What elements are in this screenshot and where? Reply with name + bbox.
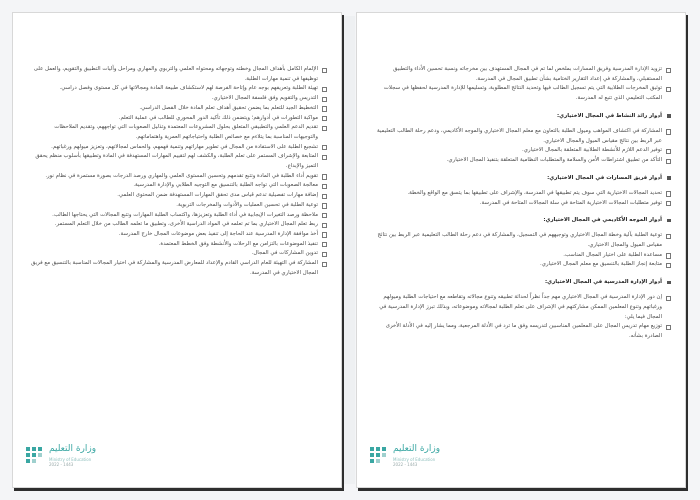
list-item: توفير الدعم اللازم للأنشطة الطلابية المتعلقة بالمجال الاختياري. bbox=[375, 146, 671, 156]
list-item: توزيع مهام تدريس المجال على المعلمين المناسبين لتدريسه وفق ما ترد في الأدلة المرجعية، ومما يشار إليه في الأدلة الأخرى الصادرة بشأنه. bbox=[375, 322, 671, 341]
list-item: تنفيذ الموضوعات بالتزامن مع الرحلات والأنشطة وفق الخطط المعتمدة. bbox=[31, 240, 327, 250]
ministry-logo-icon bbox=[369, 445, 391, 467]
page-gutter bbox=[341, 16, 355, 484]
list-item: تدوين المشاركات في المجال. bbox=[31, 249, 327, 259]
list-item: تقويم أداء الطلبة في المادة وتتبع تقدمهم وتحسين المستوى العلمي والمهاري ورصد الدرجات بصورة مستمرة في نظام نور. bbox=[31, 172, 327, 182]
list-item: تشجيع الطلبة على الاستفادة من المجال في تطوير مهاراتهم وتنمية فهمهم، والحماس لمجالاتهم، وتعزيز ميولهم ورغباتهم. bbox=[31, 143, 327, 153]
list-item: تحديد المجالات الاختيارية التي سوف يتم تطبيقها في المدرسة، والإشراف على تطبيقها بما يتسق مع الواقع والخطة. bbox=[375, 189, 671, 199]
list-item: أخذ موافقة الإدارة المدرسية عند الحاجة إلى تنفيذ بعض موضوعات المجال خارج المدرسة. bbox=[31, 230, 327, 240]
list-item: معالجة الصعوبات التي تواجه الطلبة بالتنسيق مع التوجيه الطلابي والإدارة المدرسية. bbox=[31, 181, 327, 191]
ministry-logo-icon bbox=[25, 445, 47, 467]
list-item: مواكبة التطورات في أدوارهم؛ ويتضمن ذلك تأكيد الدور المحوري للطالب في عملية التعلم. bbox=[31, 114, 327, 124]
list-item: إن دور الإدارة المدرسية في المجال الاختياري مهم جداً نظراً لحداثة تطبيقه وتنوع مجالاته وتقاطعه مع احتياجات الطلبة وميولهم ورغباتهم وتنوع المعلمين الممكن مشاركتهم في الإشراف على تعلم الطلبة لمجالاته وموضوعاته، وبذلك تبرز الإدارة المدرسية في المجال فيما يلي: bbox=[375, 293, 671, 322]
list-item: إضافة مهارات تفصيلية تدعم قياس مدى تحقق المهارات المستهدفة ضمن المحتوى العلمي. bbox=[31, 191, 327, 201]
logo-wordmark: وزارة التعليم bbox=[393, 444, 441, 454]
right-page-body bbox=[375, 65, 671, 342]
list-item: ربط تعلم المجال الاختياري بما تم تعلمه في المواد الدراسية الأخرى، وتطبيق ما تعلمه الطالب من خلال التعلم المستمر. bbox=[31, 220, 327, 230]
document-page-right bbox=[356, 12, 686, 488]
list-item: تهيئة الطلبة وتعريفهم بوجه عام وإتاحة الفرصة لهم لاستكشاف طبيعة المادة ومجالاتها في كل مستوى وفصل دراسي. bbox=[31, 84, 327, 94]
list-item: الإلمام الكامل بأهداف المجال وخطته وتوجهاته ومحتواه العلمي والتربوي والمهاري ومراحل وآليات التطبيق والتقويم، والعمل على توظيفها في تنمية مهارات الطلبة. bbox=[31, 65, 327, 84]
list-item: ملاحظة ورصد التغيرات الإيجابية في أداء الطلبة وتعزيزها، واكتساب الطلبة المهارات وتتبع المجالات التي يحتاجها الطالب. bbox=[31, 211, 327, 221]
list-item: تقديم الدعم العلمي والتطبيقي المتعلق بحلول المشروعات المعتمدة وتذليل الصعوبات التي تواجههم، وتقديم الملاحظات والتوجيهات المناسبة بما يتلاءم مع خصائص الطلبة واحتياجاتهم العمرية واهتماماتهم. bbox=[31, 123, 327, 142]
logo-year: 2022 - 1443 bbox=[393, 462, 418, 467]
list-item: التدريس والتقويم وفق فلسفة المجال الاختياري. bbox=[31, 94, 327, 104]
ministry-logo bbox=[25, 443, 95, 469]
list-item: توعية الطلبة بآلية وخطة المجال الاختياري وتوجيههم في التسجيل، والمشاركة في دعم رحلة الطالب التعليمية عبر الربط بين نتائج مقياس الميول والمجال الاختياري. bbox=[375, 231, 671, 250]
list-item: التخطيط الجيد للتعلم بما يضمن تحقيق أهداف تعلم المادة خلال الفصل الدراسي. bbox=[31, 104, 327, 114]
section-heading: أدوار فريق المسارات في المجال الاختياري: bbox=[375, 174, 671, 184]
section-heading: أدوار رائد النشاط في المجال الاختياري: bbox=[375, 112, 671, 122]
left-page-body bbox=[31, 65, 327, 278]
list-item: المتابعة والإشراف المستمر على تعلم الطلبة، والكشف لهم لتقييم المهارات المستهدفة في المادة وتطبيقها بأسلوب منظم يحقق التميز والإبداع. bbox=[31, 152, 327, 171]
section-heading: أدوار الإدارة المدرسية في المجال الاختياري: bbox=[375, 278, 671, 288]
section-heading: أدوار الموجه الأكاديمي في المجال الاختياري: bbox=[375, 216, 671, 226]
list-item: المشاركة في التهيئة للعام الدراسي القادم والإعداد للمعارض المدرسية والمشاركة في اختيار المجالات المناسبة بالتنسيق مع فريق المجال الاختياري في المدرسة. bbox=[31, 259, 327, 278]
logo-subtitle: Ministry of Education bbox=[393, 457, 436, 462]
document-page-left bbox=[12, 12, 342, 488]
list-item: تزويد الإدارة المدرسية وفريق المسارات بملخص لما تم في المجال المستهدف بين مخرجاته ونسبة تحسين الأداء والتطبيق المستقبلي، والمشاركة في إعداد التقارير الختامية بشأن تطبيق المجال في المدرسة. bbox=[375, 65, 671, 84]
list-item: مساعدة الطلبة على اختيار المجال المناسب. bbox=[375, 251, 671, 261]
list-item: توثيق المخرجات الطلابية التي يتم تسجيل الطالب فيها وتحديد النتائج المطلوبة، وتسليمها للإدارة المدرسية لحفظها في سجلات المكتب التعليمي الذي تتبع له المدرسة. bbox=[375, 84, 671, 103]
list-item: متابعة إنجاز الطلبة بالتنسيق مع معلم المجال الاختياري. bbox=[375, 260, 671, 270]
list-item: توفير متطلبات المجالات الاختيارية المتاحة في سلة المجالات المتاحة في المدرسة. bbox=[375, 199, 671, 209]
logo-subtitle: Ministry of Education bbox=[49, 457, 92, 462]
logo-wordmark: وزارة التعليم bbox=[49, 444, 97, 454]
ministry-logo bbox=[369, 443, 439, 469]
logo-year: 2022 - 1443 bbox=[49, 462, 74, 467]
list-item: المشاركة في اكتشاف المواهب وميول الطلبة بالتعاون مع معلم المجال الاختياري والموجه الأكاديمي، ودعم رحلة الطالب التعليمية عبر الربط بين نتائج مقياس الميول والمجال الاختياري. bbox=[375, 127, 671, 146]
list-item: التأكد من تطبيق اشتراطات الأمن والسلامة والمتطلبات النظامية المتعلقة بتنفيذ المجال الاختياري. bbox=[375, 156, 671, 166]
list-item: توعية الطلبة في تحسين العمليات والأدوات والمخرجات التربوية. bbox=[31, 201, 327, 211]
